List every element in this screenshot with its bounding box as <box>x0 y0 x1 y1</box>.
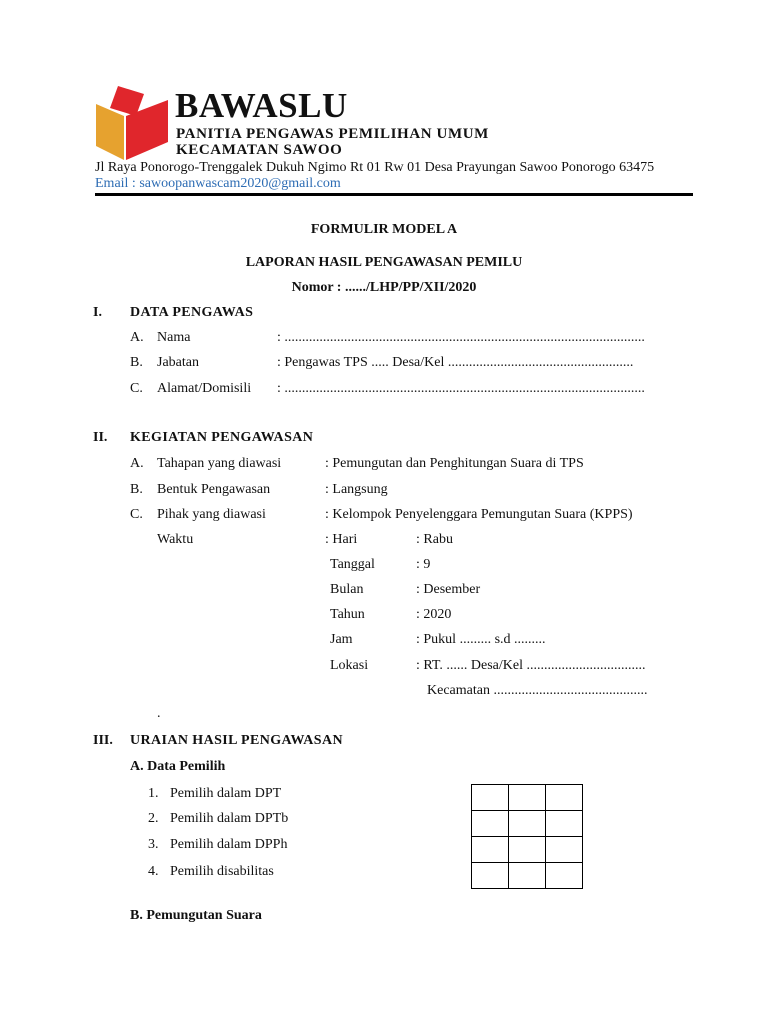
grid-cell[interactable] <box>472 837 509 863</box>
waktu-value-kecamatan[interactable]: Kecamatan ............................................ <box>427 683 648 698</box>
field-letter: A. <box>130 456 144 471</box>
section-3-title: URAIAN HASIL PENGAWASAN <box>130 733 344 748</box>
grid-cell[interactable] <box>509 811 546 837</box>
doc-title: FORMULIR MODEL A <box>310 222 458 237</box>
section-2-title: KEGIATAN PENGAWASAN <box>130 430 314 445</box>
subsection-b-title: B. Pemungutan Suara <box>130 908 262 923</box>
field-label-nama: Nama <box>157 330 191 345</box>
list-item-disabilitas: Pemilih disabilitas <box>170 864 274 879</box>
field-value-jabatan[interactable]: : Pengawas TPS ..... Desa/Kel ..................................................... <box>277 355 634 370</box>
field-letter: A. <box>130 330 144 345</box>
org-subtitle-2: KECAMATAN SAWOO <box>176 142 343 158</box>
bawaslu-logo <box>96 86 168 160</box>
waktu-value-jam[interactable]: : Pukul ......... s.d ......... <box>416 632 546 647</box>
grid-row <box>472 837 583 863</box>
section-2-number: II. <box>93 430 108 445</box>
section-1-number: I. <box>93 305 102 320</box>
field-value-tahapan: : Pemungutan dan Penghitungan Suara di TPS <box>325 456 584 471</box>
grid-row <box>472 811 583 837</box>
field-letter: C. <box>130 381 143 396</box>
field-label-bentuk: Bentuk Pengawasan <box>157 482 271 497</box>
grid-cell[interactable] <box>546 811 583 837</box>
section-3-number: III. <box>93 733 113 748</box>
field-value-bentuk: : Langsung <box>325 482 388 497</box>
grid-cell[interactable] <box>509 785 546 811</box>
waktu-key-jam: Jam <box>330 632 353 647</box>
grid-row <box>472 785 583 811</box>
subsection-a-title: A. Data Pemilih <box>130 759 226 774</box>
grid-row <box>472 863 583 889</box>
waktu-value-tanggal: : 9 <box>416 557 431 572</box>
list-item-dpt: Pemilih dalam DPT <box>170 786 282 801</box>
waktu-value-bulan: : Desember <box>416 582 481 597</box>
field-value-pihak: : Kelompok Penyelenggara Pemungutan Suara (KPPS) <box>325 507 633 522</box>
field-label-tahapan: Tahapan yang diawasi <box>157 456 282 471</box>
field-label-jabatan: Jabatan <box>157 355 199 370</box>
waktu-value-hari: : Rabu <box>416 532 453 547</box>
field-label-alamat: Alamat/Domisili <box>157 381 252 396</box>
voter-count-grid <box>471 784 583 889</box>
org-email[interactable]: Email : sawoopanwascam2020@gmail.com <box>95 176 341 191</box>
grid-cell[interactable] <box>472 863 509 889</box>
stray-dot: . <box>157 706 161 721</box>
list-item-number: 1. <box>148 786 159 801</box>
grid-cell[interactable] <box>472 785 509 811</box>
grid-cell[interactable] <box>546 863 583 889</box>
list-item-number: 3. <box>148 837 159 852</box>
waktu-key-tahun: Tahun <box>330 607 365 622</box>
list-item-number: 2. <box>148 811 159 826</box>
org-subtitle-1: PANITIA PENGAWAS PEMILIHAN UMUM <box>176 126 489 142</box>
list-item-dptb: Pemilih dalam DPTb <box>170 811 289 826</box>
field-value-nama[interactable]: : ....................................................................................................... <box>277 330 645 345</box>
org-name: BAWASLU <box>175 86 348 125</box>
waktu-key-lokasi: Lokasi <box>330 658 369 673</box>
field-letter: C. <box>130 507 143 522</box>
header-divider <box>95 193 693 196</box>
waktu-value-lokasi[interactable]: : RT. ...... Desa/Kel .................................. <box>416 658 646 673</box>
field-letter: B. <box>130 482 143 497</box>
grid-cell[interactable] <box>546 837 583 863</box>
field-value-alamat[interactable]: : ....................................................................................................... <box>277 381 645 396</box>
list-item-number: 4. <box>148 864 159 879</box>
waktu-value-tahun: : 2020 <box>416 607 452 622</box>
grid-cell[interactable] <box>546 785 583 811</box>
list-item-dpph: Pemilih dalam DPPh <box>170 837 288 852</box>
waktu-key-tanggal: Tanggal <box>330 557 375 572</box>
section-1-title: DATA PENGAWAS <box>130 305 254 320</box>
doc-number: Nomor : ....../LHP/PP/XII/2020 <box>291 280 477 295</box>
doc-subtitle: LAPORAN HASIL PENGAWASAN PEMILU <box>245 255 523 270</box>
waktu-key-bulan: Bulan <box>330 582 364 597</box>
waktu-key-hari: : Hari <box>325 532 358 547</box>
grid-cell[interactable] <box>509 863 546 889</box>
grid-cell[interactable] <box>472 811 509 837</box>
org-address: Jl Raya Ponorogo-Trenggalek Dukuh Ngimo Rt 01 Rw 01 Desa Prayungan Sawoo Ponorogo 63475 <box>95 160 655 175</box>
field-letter: B. <box>130 355 143 370</box>
field-label-pihak: Pihak yang diawasi <box>157 507 266 522</box>
waktu-label: Waktu <box>157 532 194 547</box>
grid-cell[interactable] <box>509 837 546 863</box>
